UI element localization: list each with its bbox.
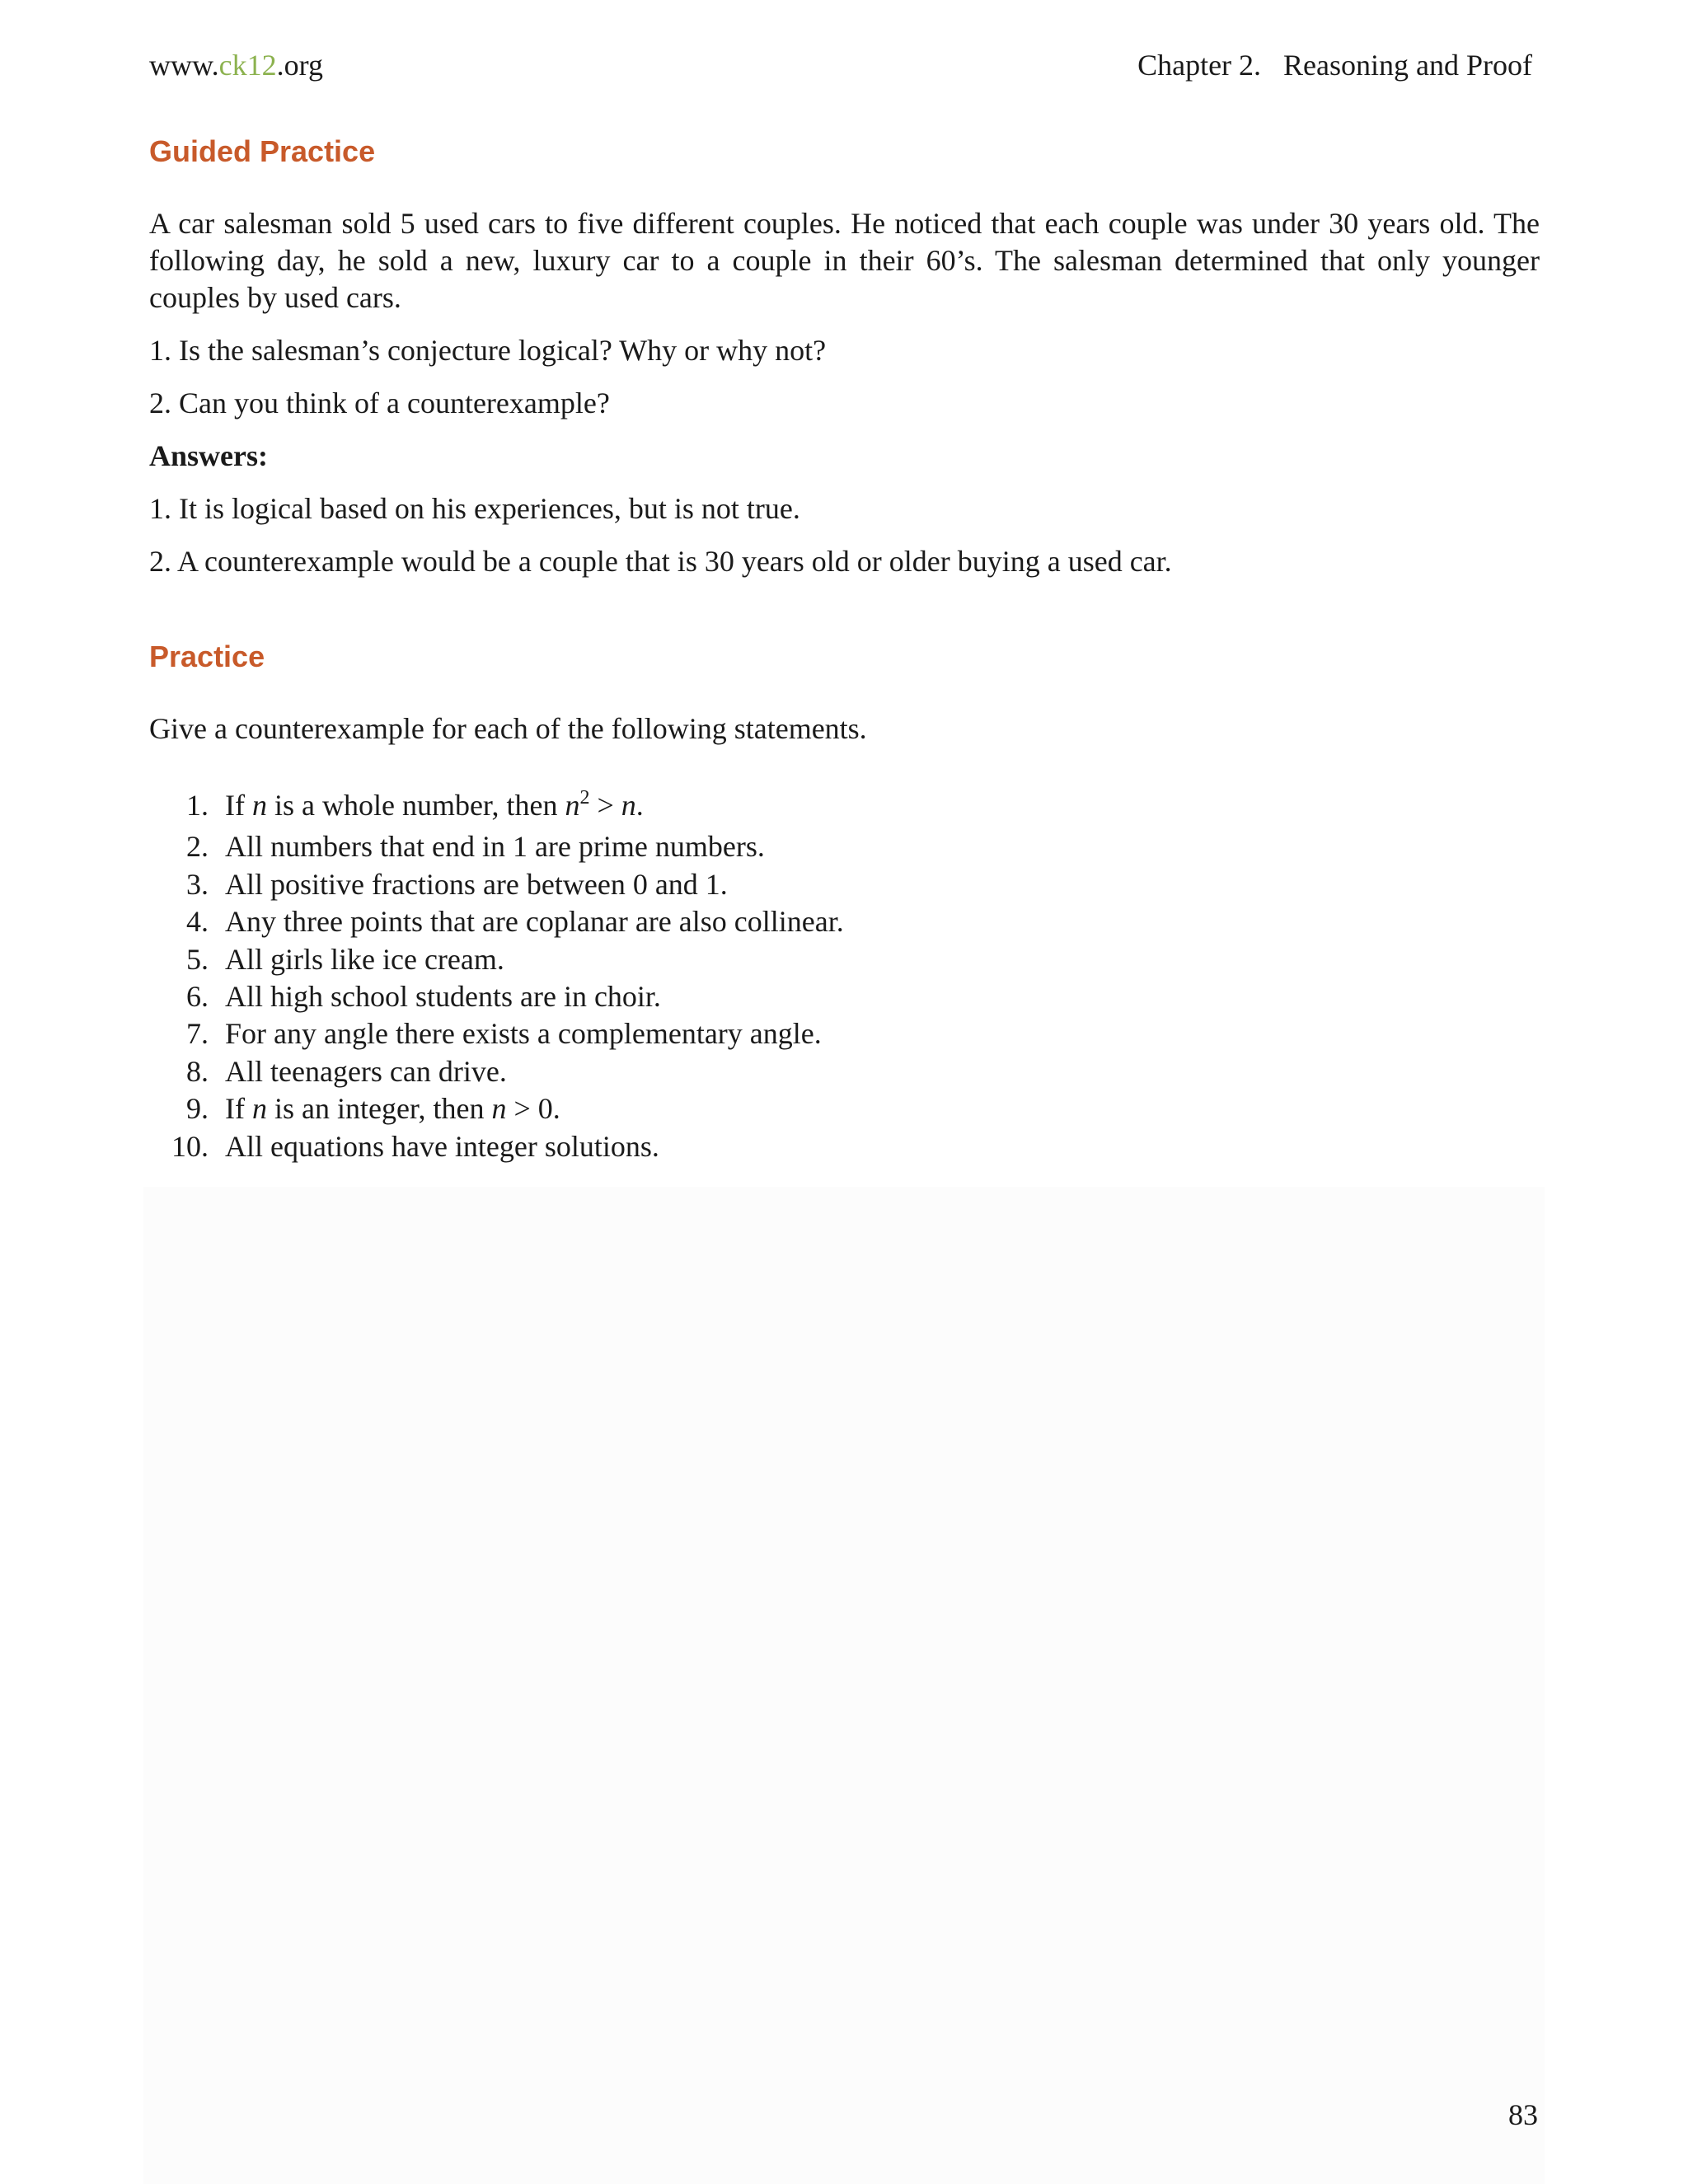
practice-item xyxy=(149,941,844,978)
item-number: 2. xyxy=(186,830,209,864)
math-relation: > xyxy=(589,789,621,822)
item-number: 8. xyxy=(186,1054,209,1088)
math-variable: n xyxy=(251,789,267,822)
item-text: If xyxy=(225,1092,252,1126)
site-url-brand: ck12 xyxy=(218,49,277,82)
site-url[interactable] xyxy=(149,45,323,85)
practice-item xyxy=(149,866,844,903)
chapter-title: Chapter 2. Reasoning and Proof xyxy=(1137,49,1532,82)
practice-intro: Give a counterexample for each of the following statements. xyxy=(149,712,867,745)
practice-item xyxy=(149,1128,844,1165)
question-2: 2. Can you think of a counterexample? xyxy=(149,387,610,419)
item-text: Any three points that are coplanar are also collinear. xyxy=(225,905,844,939)
site-url-prefix: www. xyxy=(149,49,219,82)
math-variable: n xyxy=(491,1092,507,1126)
page-number: 83 xyxy=(1508,2098,1538,2131)
guided-practice-heading: Guided Practice xyxy=(149,134,376,168)
practice-list xyxy=(149,787,844,1165)
math-exponent: 2 xyxy=(579,787,590,808)
item-text: All high school students are in choir. xyxy=(225,980,661,1014)
item-text: . xyxy=(635,789,644,822)
practice-item xyxy=(149,787,844,828)
item-text: All teenagers can drive. xyxy=(225,1054,507,1088)
practice-item xyxy=(149,978,844,1015)
item-text: is an integer, then xyxy=(266,1092,492,1126)
item-number: 4. xyxy=(186,905,209,939)
answer-2: 2. A counterexample would be a couple that is 30 years old or older buying a used car. xyxy=(149,545,1172,578)
item-number: 1. xyxy=(186,789,209,822)
item-text: For any angle there exists a complementary angle. xyxy=(225,1017,822,1051)
item-text: If xyxy=(225,789,252,822)
practice-item xyxy=(149,1053,844,1090)
item-number: 6. xyxy=(186,980,209,1014)
practice-heading: Practice xyxy=(149,640,265,673)
math-variable: n xyxy=(621,789,636,822)
item-text: is a whole number, then xyxy=(266,789,565,822)
item-text: All numbers that end in 1 are prime numbers. xyxy=(225,830,765,864)
answers-label: Answers: xyxy=(149,439,268,472)
practice-item xyxy=(149,828,844,865)
item-number: 7. xyxy=(186,1017,209,1051)
practice-item xyxy=(149,1090,844,1127)
item-number: 5. xyxy=(186,942,209,976)
question-1: 1. Is the salesman’s conjecture logical? Why or why not? xyxy=(149,334,827,367)
page-background-panel xyxy=(143,1187,1545,2184)
answer-1: 1. It is logical based on his experiences, but is not true. xyxy=(149,492,800,525)
item-text: All girls like ice cream. xyxy=(225,942,504,976)
math-variable: n xyxy=(251,1092,267,1126)
item-text: All equations have integer solutions. xyxy=(225,1129,659,1163)
math-variable: n xyxy=(565,789,580,822)
math-relation: > 0. xyxy=(506,1092,560,1126)
item-number: 9. xyxy=(186,1092,209,1126)
guided-practice-paragraph: A car salesman sold 5 used cars to five different couples. He noticed that each couple was under 30 years old. The following day, he sold a new, luxury car to a couple in their 60’s. The salesman determined that only younger couples by used cars. xyxy=(149,207,1540,314)
practice-item xyxy=(149,1015,844,1052)
item-number: 10. xyxy=(171,1129,209,1163)
practice-item xyxy=(149,903,844,940)
item-text: All positive fractions are between 0 and 1. xyxy=(225,867,728,901)
item-number: 3. xyxy=(186,867,209,901)
site-url-suffix: .org xyxy=(276,49,323,82)
